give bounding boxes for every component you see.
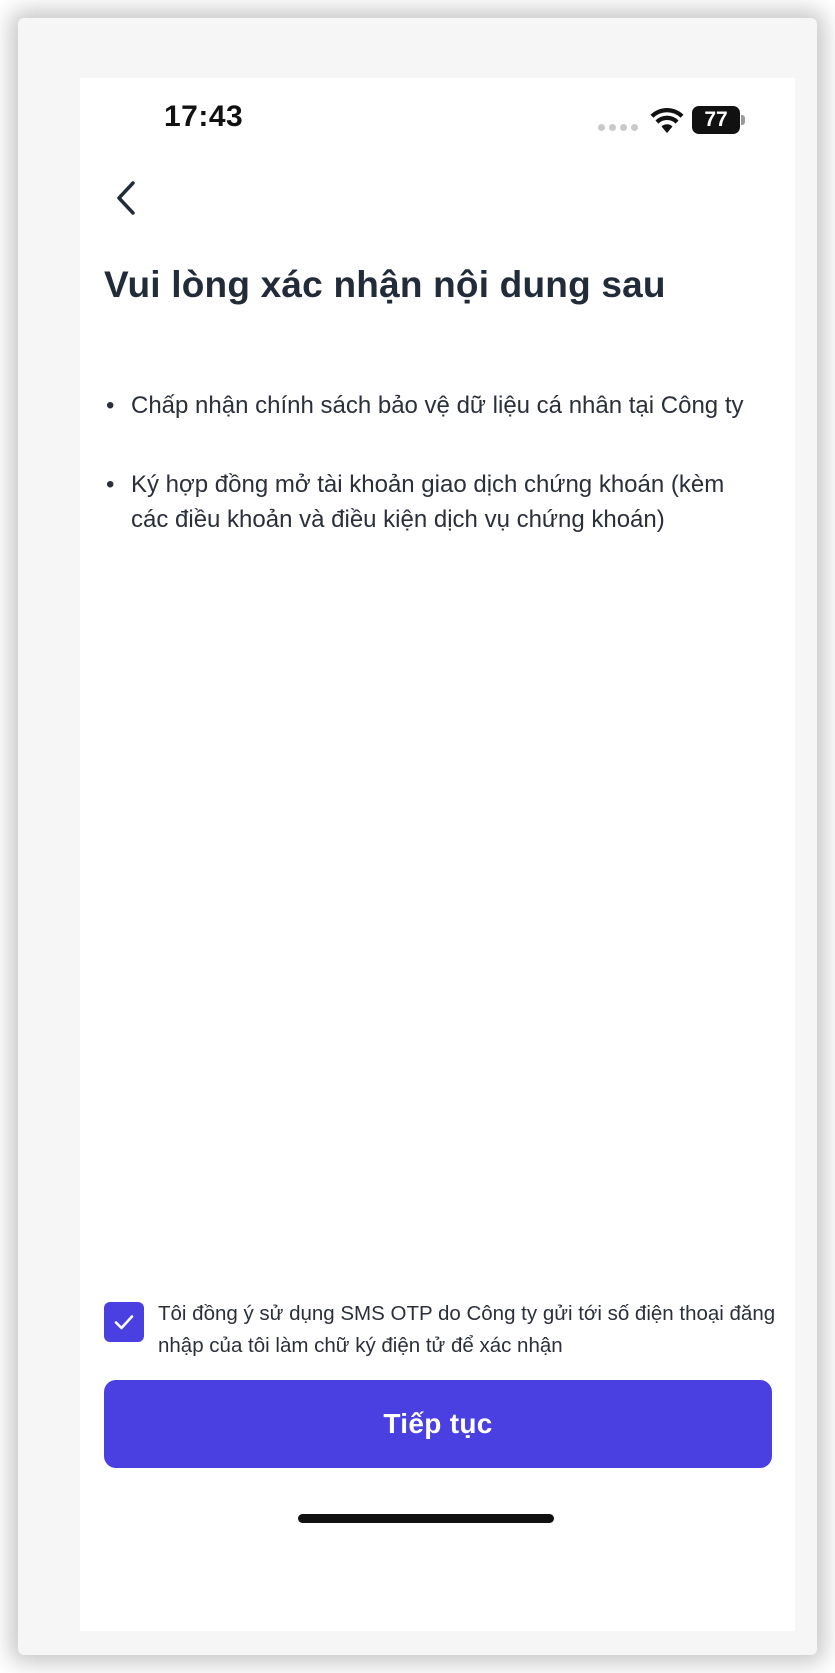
consent-row [104, 1298, 776, 1362]
battery-indicator [692, 106, 744, 134]
device-frame [18, 18, 817, 1655]
status-time: 17:43 [164, 100, 244, 133]
status-bar [80, 78, 795, 158]
terms-item-privacy-policy [104, 388, 744, 423]
chevron-left-icon [113, 179, 139, 217]
consent-text: Tôi đồng ý sử dụng SMS OTP do Công ty gửi tới số điện thoại đăng nhập của tôi làm chữ ký điện tử để xác nhận [158, 1302, 776, 1357]
continue-button[interactable]: Tiếp tục [104, 1380, 772, 1468]
terms-item-text: Ký hợp đồng mở tài khoản giao dịch chứng khoán (kèm các điều khoản và điều kiện dịch vụ chứng khoán) [131, 471, 725, 533]
consent-checkbox[interactable] [104, 1302, 144, 1342]
wifi-icon [650, 108, 684, 134]
terms-list [104, 388, 744, 581]
check-icon [113, 1313, 135, 1331]
app-screen [80, 78, 795, 1631]
page-title: Vui lòng xác nhận nội dung sau [104, 264, 666, 305]
battery-level: 77 [692, 106, 740, 134]
battery-tip [741, 115, 745, 125]
back-button[interactable] [98, 170, 154, 226]
signal-dots-icon [598, 124, 638, 131]
terms-item-account-contract [104, 467, 744, 537]
home-indicator [298, 1514, 554, 1523]
bullet-icon: • [106, 471, 115, 498]
bullet-icon: • [106, 392, 115, 419]
terms-item-text: Chấp nhận chính sách bảo vệ dữ liệu cá nhân tại Công ty [131, 392, 744, 419]
